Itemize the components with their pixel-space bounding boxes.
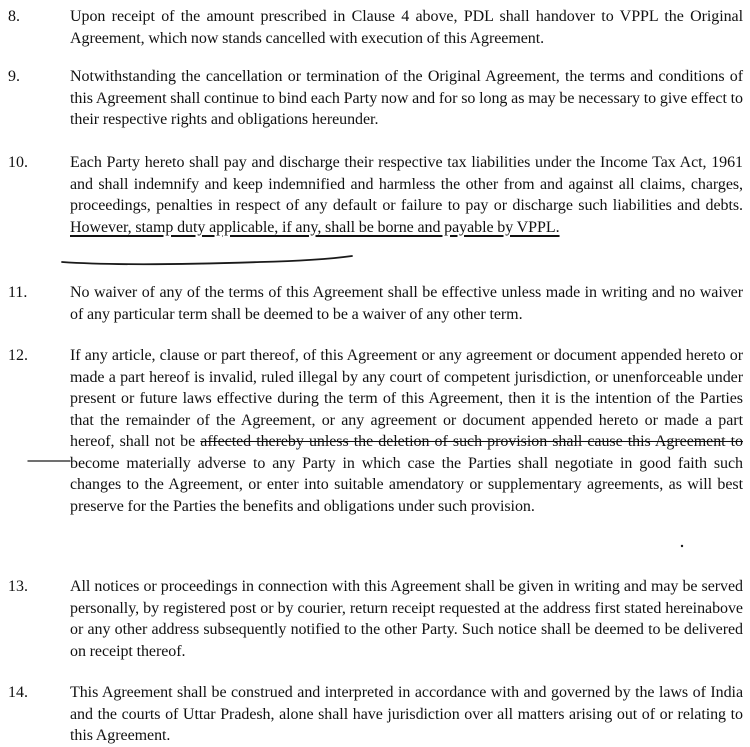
clause-text-after: become materially adverse to any Party in which case the Parties shall negotiate in good faith such changes to the Agreement, or enter into suitable amendatory or supplementary agreements, as will best preserve for the Parties the benefits and obligations under such provision. bbox=[70, 454, 743, 515]
stray-pen-dot bbox=[681, 545, 683, 547]
clause-text-before: If any article, clause or part thereof, of this Agreement or any agreement or document appended hereto or made a part hereof is invalid, ruled illegal by any court of competent jurisdiction, or unenforceable under present or future laws effective during the term of this Agreement, then it is the intention of the Parties that the remainder of the Agreement, or any agreement or document appended hereto or made a part hereof, shall not be bbox=[70, 347, 743, 450]
clause-number: 10. bbox=[8, 154, 28, 171]
clause-text: Upon receipt of the amount prescribed in Clause 4 above, PDL shall handover to VPPL the Original Agreement, which now stands cancelled with execution of this Agreement. bbox=[70, 8, 743, 47]
clause-number: 13. bbox=[8, 578, 28, 595]
clause-number: 8. bbox=[8, 8, 20, 25]
clause-number: 9. bbox=[8, 68, 20, 85]
clause-text bbox=[70, 152, 743, 238]
clause-number: 14. bbox=[8, 684, 28, 701]
clause-text bbox=[70, 345, 743, 517]
clause-text: All notices or proceedings in connection with this Agreement shall be given in writing and may be served personally, by registered post or by courier, return receipt requested at the address first stated hereinabove or any other address subsequently notified to the other Party. Such notice shall be deemed to be delivered on receipt thereof. bbox=[70, 578, 743, 660]
clause-number: 11. bbox=[8, 284, 28, 301]
handwritten-underline-mark bbox=[62, 256, 352, 264]
clause-number: 12. bbox=[8, 347, 28, 364]
clause-text: Notwithstanding the cancellation or termination of the Original Agreement, the terms and conditions of this Agreement shall continue to bind each Party now and for so long as may be necessary to give effect to their respective rights and obligations hereunder. bbox=[70, 68, 743, 128]
clause-text-main: Each Party hereto shall pay and discharge their respective tax liabilities under the Income Tax Act, 1961 and shall indemnify and keep indemnified and harmless the other from and against all claims, charges, proceedings, penalties in respect of any default or failure to pay or discharge such liabilities and debts. bbox=[70, 154, 743, 214]
handwritten-underlined-text: However, stamp duty applicable, if any, shall be borne and payable by VPPL. bbox=[70, 218, 560, 236]
struck-through-text: affected thereby unless the deletion of such provision shall cause this Agreement to bbox=[200, 433, 743, 450]
clause-text: No waiver of any of the terms of this Agreement shall be effective unless made in writing and no waiver of any particular term shall be deemed to be a waiver of any other term. bbox=[70, 284, 743, 323]
clause-text: This Agreement shall be construed and interpreted in accordance with and governed by the laws of India and the courts of Uttar Pradesh, alone shall have jurisdiction over all matters arising out of or relating to this Agreement. bbox=[70, 684, 743, 744]
